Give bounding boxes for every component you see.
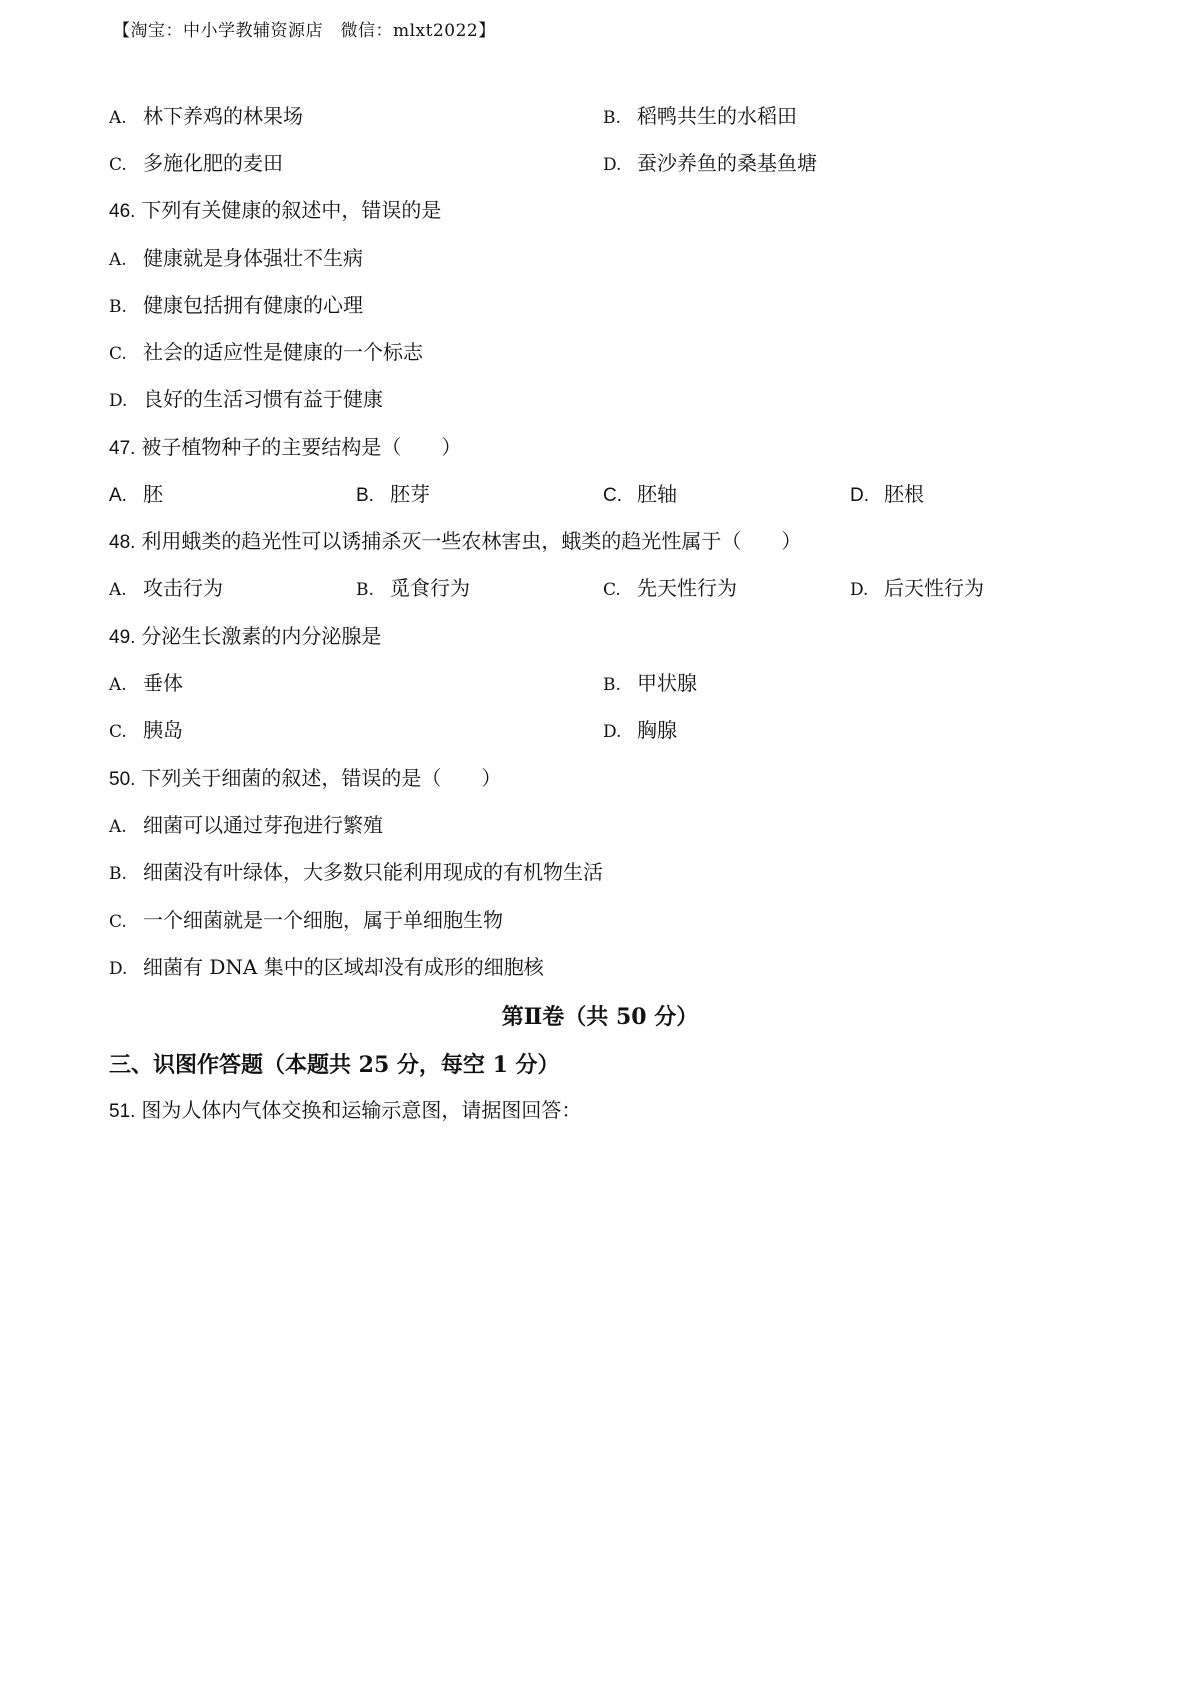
q48-stem: 48. 利用蛾类的趋光性可以诱捕杀灭一些农林害虫，蛾类的趋光性属于（ ） <box>109 529 802 553</box>
q49-option-c: C. 胰岛 <box>109 718 183 742</box>
q48-option-a: A. 攻击行为 <box>109 576 223 600</box>
q51-stem: 51. 图为人体内气体交换和运输示意图，请据图回答： <box>109 1098 582 1122</box>
q47-option-c: C. 胚轴 <box>603 482 677 506</box>
q47-option-a: A. 胚 <box>109 482 163 506</box>
q45-option-d: D. 蚕沙养鱼的桑基鱼塘 <box>603 151 817 175</box>
q50-option-d: D. 细菌有 DNA 集中的区域却没有成形的细胞核 <box>109 955 544 979</box>
part3-heading: 三、识图作答题（本题共 25 分，每空 1 分） <box>109 1052 560 1078</box>
q50-option-a: A. 细菌可以通过芽孢进行繁殖 <box>109 813 383 837</box>
q49-option-d: D. 胸腺 <box>603 718 677 742</box>
page-header: 【淘宝：中小学教辅资源店 微信：mlxt2022】 <box>113 21 496 41</box>
q49-option-b: B. 甲状腺 <box>603 671 697 695</box>
section-title: 第Ⅱ卷（共 50 分） <box>501 1004 699 1030</box>
q47-option-d: D. 胚根 <box>850 482 924 506</box>
q46-stem: 46. 下列有关健康的叙述中，错误的是 <box>109 198 442 222</box>
q48-option-c: C. 先天性行为 <box>603 576 737 600</box>
q49-option-a: A. 垂体 <box>109 671 183 695</box>
q45-option-b: B. 稻鸭共生的水稻田 <box>603 104 797 128</box>
q50-option-c: C. 一个细菌就是一个细胞，属于单细胞生物 <box>109 908 503 932</box>
q46-option-c: C. 社会的适应性是健康的一个标志 <box>109 340 423 364</box>
q47-option-b: B. 胚芽 <box>356 482 430 506</box>
q49-stem: 49. 分泌生长激素的内分泌腺是 <box>109 624 382 648</box>
q46-option-d: D. 良好的生活习惯有益于健康 <box>109 387 383 411</box>
q45-option-c: C. 多施化肥的麦田 <box>109 151 283 175</box>
q46-option-b: B. 健康包括拥有健康的心理 <box>109 293 363 317</box>
q45-option-a: A. 林下养鸡的林果场 <box>109 104 303 128</box>
q46-option-a: A. 健康就是身体强壮不生病 <box>109 246 363 270</box>
q50-stem: 50. 下列关于细菌的叙述，错误的是（ ） <box>109 766 502 790</box>
q48-option-b: B. 觅食行为 <box>356 576 470 600</box>
q47-stem: 47. 被子植物种子的主要结构是（ ） <box>109 435 462 459</box>
q50-option-b: B. 细菌没有叶绿体，大多数只能利用现成的有机物生活 <box>109 860 603 884</box>
q48-option-d: D. 后天性行为 <box>850 576 984 600</box>
